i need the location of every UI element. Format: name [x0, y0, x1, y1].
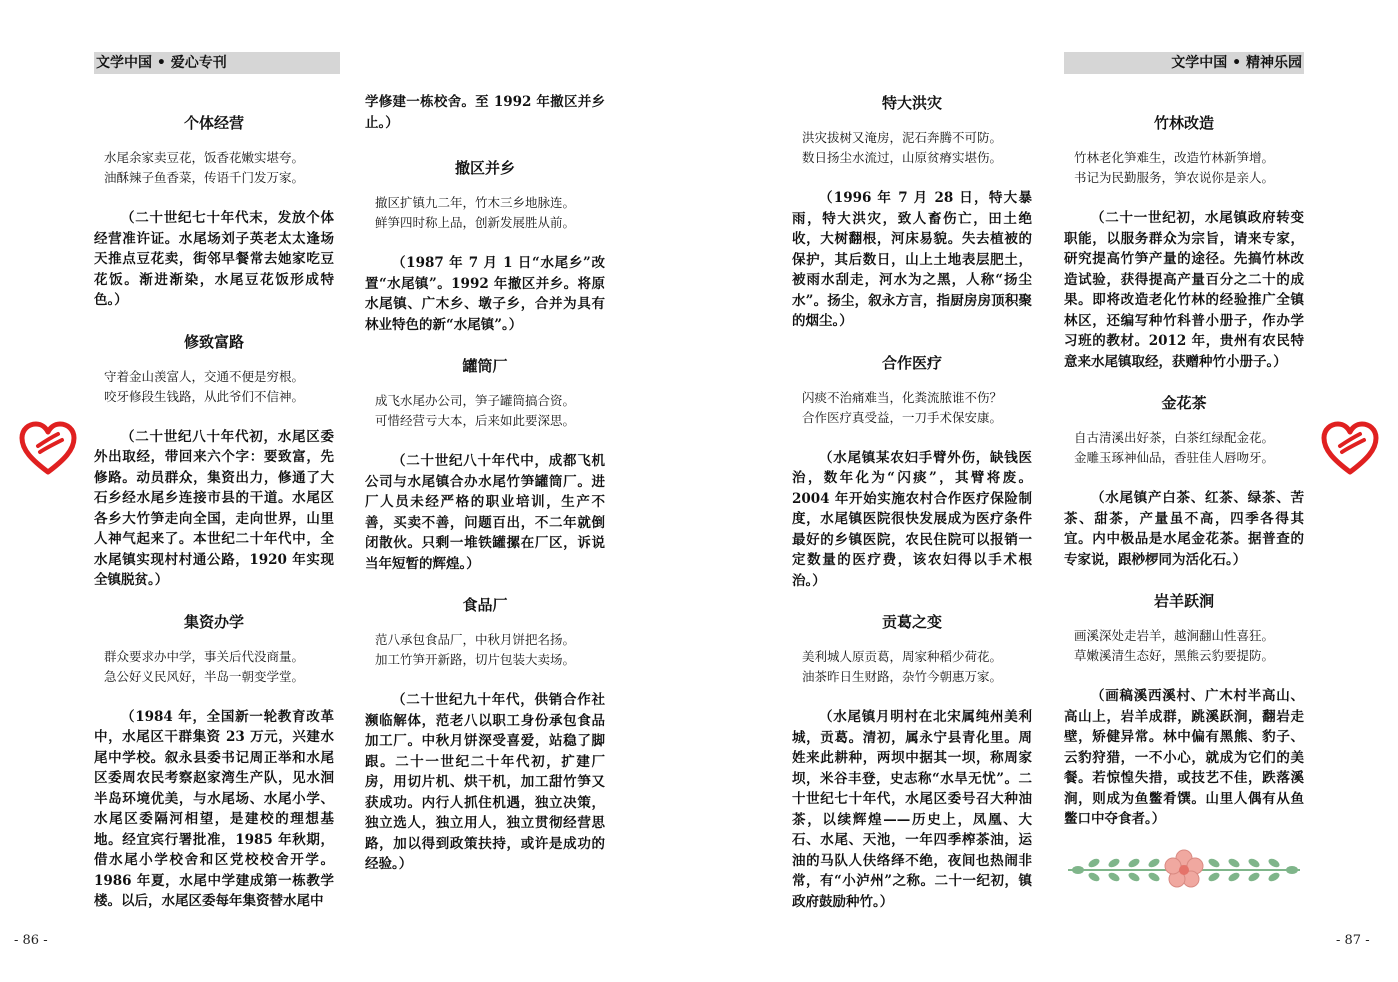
left-column-2 [365, 92, 605, 875]
poem-line: 数日扬尘水流过，山原贫瘠实堪伤。 [802, 150, 1003, 165]
section-title: 食品厂 [462, 596, 508, 614]
page-header-left: 文学中国 • 爱心专刊 [94, 52, 340, 74]
poem [365, 391, 605, 431]
poem-line: 草嫩溪清生态好，黑熊云豹要提防。 [1074, 648, 1275, 663]
section-title: 金花茶 [1161, 394, 1207, 412]
left-column-1 [94, 112, 334, 912]
poem [792, 128, 1032, 168]
heart-hand-icon [1320, 420, 1380, 476]
poem [365, 193, 605, 233]
page-number-left: - 86 - [14, 933, 48, 948]
poem [94, 148, 334, 188]
poem-line: 范八承包食品厂，中秋月饼把名扬。 [375, 632, 576, 647]
section-note: （二十世纪九十年代，供销合作社濒临解体，范老八以职工身份承包食品加工厂。中秋月饼深受喜爱，站稳了脚跟。二十一世纪二十年代初，扩建厂房，用切片机、烘干机，加工甜竹笋又获成功。内行人抓住机遇，独立决策，独立选人，独立用人，独立贯彻经营思路，加以得到政策扶持，或许是成功的经验。） [365, 692, 605, 872]
section-note: （水尾镇某农妇手臂外伤，缺钱医治，数年化为“闪痰”，其臂将废。2004 年开始实施农村合作医疗保险制度，水尾镇医院很快发展成为医疗条件最好的乡镇医院，农民住院可以报销一定数量的医疗费，该农妇得以手术根治。） [792, 449, 1032, 589]
section-title: 竹林改造 [1153, 114, 1214, 132]
poem [1064, 428, 1304, 468]
poem-line: 竹林老化笋难生，改造竹林新笋增。 [1074, 150, 1275, 165]
poem-line: 书记为民勤服务，笋农说你是亲人。 [1074, 170, 1275, 185]
section-title: 个体经营 [183, 114, 244, 132]
poem-line: 水尾余家卖豆花，饭香花嫩实堪夸。 [104, 150, 305, 165]
poem-line: 美利城人原贡葛，周家种稻少荷花。 [802, 649, 1003, 664]
section-note: （1987 年 7 月 1 日“水尾乡”改置“水尾镇”。1992 年撤区并乡。将原水尾镇、广木乡、墩子乡，合并为具有林业特色的新“水尾镇”。） [365, 255, 605, 333]
heart-hand-icon [18, 420, 78, 476]
poem-line: 咬牙修段生钱路，从此爷们不信神。 [104, 388, 305, 404]
section-title: 岩羊跃涧 [1153, 592, 1214, 610]
right-column-2 [1064, 112, 1304, 900]
section-note: （水尾镇月明村在北宋属纯州美利城，贡葛。清初，属永宁县青化里。周姓来此耕种，两坝中据其一坝，称周家坝，米谷丰登，史志称“水旱无忧”。二十世纪七十年代，水尾区委号召大种油茶，以续辉煌——历史上，凤凰、大石、水尾、天池，一年四季榨茶油，运油的马队人伕络绎不绝，夜间也热闹非常，有“小泸州”之称。二十一纪初，镇政府鼓励种竹。） [792, 709, 1032, 910]
section-title: 撤区并乡 [454, 159, 515, 177]
poem [94, 367, 334, 407]
poem [1064, 626, 1304, 666]
page-number-right: - 87 - [1336, 933, 1370, 948]
poem-line: 撤区扩镇九二年，竹木三乡地脉连。 [375, 195, 576, 210]
poem [1064, 148, 1304, 188]
section-note: （二十世纪八十年代中，成都飞机公司与水尾镇合办水尾竹笋罐筒厂。进厂人员未经严格的职业培训，生产不善，买卖不善，问题百出，不二年就倒闭散伙。只剩一堆铁罐摞在厂区，诉说当年短暂的辉煌。） [365, 453, 605, 572]
section-title: 特大洪灾 [881, 94, 942, 112]
section-note: （画稿溪西溪村、广木村半高山、高山上，岩羊成群，跳溪跃涧，翻岩走壁，矫健异常。林中偏有黑熊、豹子、云豹狩猎，一不小心，就成为它们的美餐。若惊惶失措，或技艺不佳，跌落溪涧，则成为鱼鳖肴馔。山里人偶有从鱼鳖口中夺食者。） [1064, 688, 1304, 827]
section-title: 修致富路 [183, 332, 244, 351]
section-note: （二十世纪七十年代末，发放个体经营准许证。水尾场刘子英老太太逢场天推点豆花卖，街邻早餐常去她家吃豆花饭。渐进渐染，水尾豆花饭形成特色。） [94, 210, 334, 308]
poem-line: 群众要求办中学，事关后代没商量。 [104, 648, 305, 664]
section-note: （二十一世纪初，水尾镇政府转变职能，以服务群众为宗旨，请来专家，研究提高竹笋产量的途径。先搞竹林改造试验，获得提高产量百分之二十的成果。即将改造老化竹林的经验推广全镇林区，还编写种竹科普小册子，作办学习班的教材。2012 年，贵州有农民特意来水尾镇取经，获赠种竹小册子。） [1064, 210, 1304, 370]
poem-line: 油茶昨日生财路，杂竹今朝惠万家。 [802, 669, 1003, 684]
continued-note: 学修建一栋校舍。至 1992 年撤区并乡止。） [365, 94, 605, 131]
poem [792, 388, 1032, 428]
poem-line: 金雕玉琢神仙品，香驻佳人唇吻牙。 [1074, 450, 1275, 465]
poem-line: 油酥辣子鱼香菜，传语千门发万家。 [104, 170, 305, 185]
poem-line: 加工竹笋开新路，切片包装大卖场。 [375, 652, 576, 667]
poem-line: 洪灾拔树又淹房，泥石奔腾不可防。 [802, 130, 1003, 145]
poem-line: 成飞水尾办公司，笋子罐筒搞合资。 [375, 393, 576, 408]
page-header-right: 文学中国 • 精神乐园 [1064, 52, 1304, 74]
poem-line: 鲜笋四时称上品，创新发展胜从前。 [375, 215, 576, 230]
poem-line: 合作医疗真受益，一刀手术保安康。 [802, 409, 1003, 425]
section-title: 合作医疗 [881, 353, 942, 372]
section-title: 集资办学 [183, 612, 244, 631]
poem [365, 630, 605, 670]
poem-line: 可惜经营亏大本，后来如此要深思。 [375, 413, 576, 428]
floral-divider-icon [1064, 848, 1304, 896]
right-column-1 [792, 92, 1032, 912]
section-note: （1984 年，全国新一轮教育改革中，水尾区干群集资 23 万元，兴建水尾中学校。叙永县委书记周正举和水尾区委周农民考察赵家湾生产队，见水洄半岛环境优美，与水尾场、水尾小学、水尾区委隔河相望，是建校的理想基地。经宜宾行署批准，1985 年秋期，借水尾小学校舍和区党校校舍开学。1986 年夏，水尾中学建成第一栋教学楼。以后，水尾区委每年集资替水尾中 [94, 708, 334, 909]
poem-line: 闪痰不治痛难当，化粪流脓谁不伤？ [802, 389, 1003, 405]
section-title: 罐筒厂 [462, 357, 508, 375]
section-title: 贡葛之变 [881, 613, 942, 631]
poem [94, 647, 334, 687]
section-note: （1996 年 7 月 28 日，特大暴雨，特大洪灾，致人畜伤亡，田土绝收，大树翻根，河床易貌。失去植被的保护，其后数日，山上土地表层肥土，被雨水刮走，河水为之黑，人称“扬尘水”。扬尘，叙永方言，指厨房房顶积聚的烟尘。） [792, 190, 1032, 329]
section-note: （水尾镇产白茶、红茶、绿茶、苦茶、甜茶，产量虽不高，四季各得其宜。内中极品是水尾金花茶。据普查的专家说，跟桫椤同为活化石。） [1064, 490, 1304, 568]
poem-line: 急公好义民风好，半岛一朝变学堂。 [104, 668, 305, 684]
section-note: （二十世纪八十年代初，水尾区委外出取经，带回来六个字：要致富，先修路。动员群众，集资出力，修通了大石乡经水尾乡连接市县的干道。水尾区各乡大竹笋走向全国，走向世界，山里人神气起来了。本世纪二十年代中，全水尾镇实现村村通公路，1920 年实现全镇脱贫。） [94, 428, 334, 588]
poem-line: 画溪深处走岩羊，越涧翻山性喜狂。 [1074, 628, 1275, 643]
poem-line: 自古清溪出好茶，白茶红绿配金花。 [1074, 430, 1275, 445]
poem-line: 守着金山羡富人，交通不便是穷根。 [104, 368, 305, 384]
poem [792, 647, 1032, 687]
